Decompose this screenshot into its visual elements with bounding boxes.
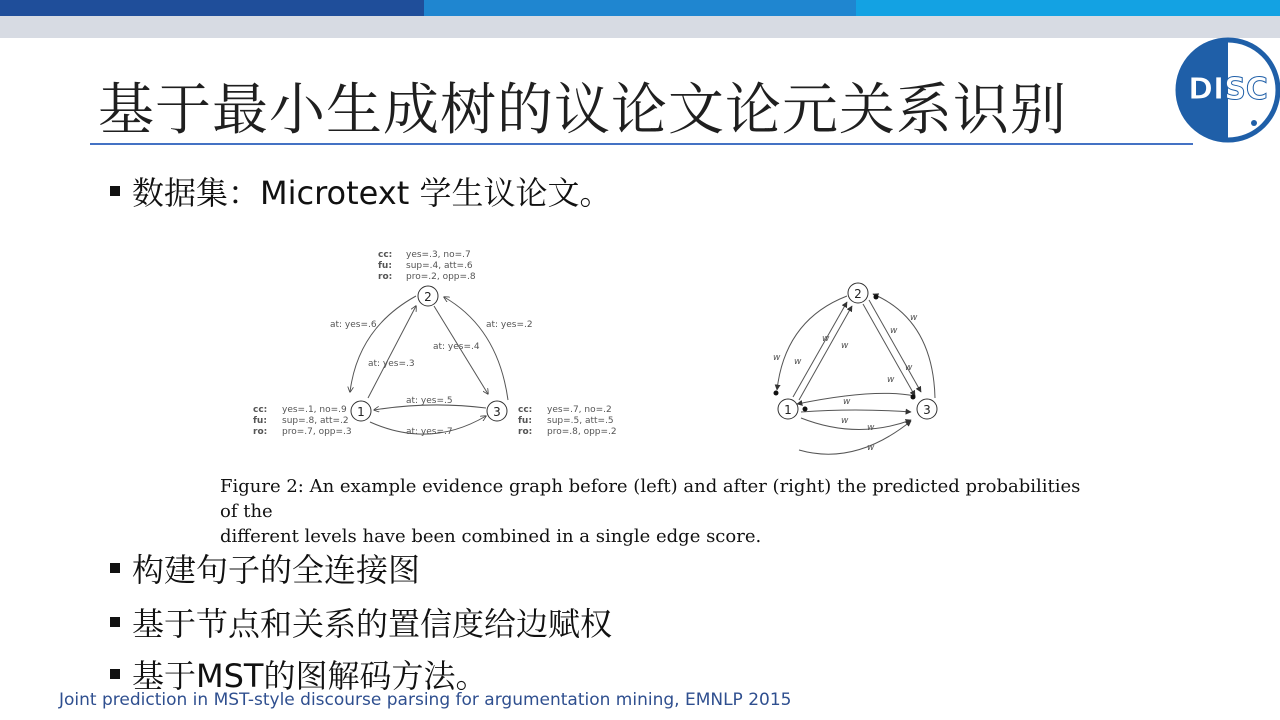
bullet-text: 构建句子的全连接图 [132,551,421,589]
node3-key: cc: [518,405,533,415]
node3-key: ro: [518,427,533,437]
node2-key: cc: [378,250,393,260]
weight-label: w [867,443,875,453]
node1-value: pro=.7, opp=.3 [282,427,352,437]
bullet-edge-weights [110,599,612,645]
bullet-text: 数据集：Microtext 学生议论文。 [132,174,612,212]
logo-text: DISC [1188,72,1268,107]
edge-label: at: yes=.2 [486,320,533,330]
weight-label: w [773,353,781,363]
node-label: 1 [357,405,365,419]
header-band-2 [424,0,856,16]
node1-key: fu: [253,416,267,426]
header-grey-band [0,16,1280,38]
disc-logo-icon [1174,36,1280,144]
bullet-full-graph [110,545,420,591]
node2-value: yes=.3, no=.7 [406,250,471,260]
bullet-text: 基于MST的图解码方法。 [132,657,488,695]
caption-line-2: different levels have been combined in a single edge score. [220,526,762,547]
bullet-square-icon [110,617,120,627]
header-band-1 [0,0,424,16]
caption-line-1: Figure 2: An example evidence graph before (left) and after (right) the predicted probabilities of the [220,476,1081,522]
weight-label: w [910,313,918,323]
node-label: 2 [854,287,862,301]
node-label: 2 [424,290,432,304]
bullet-text: 基于节点和关系的置信度给边赋权 [132,605,613,643]
node1-value: sup=.8, att=.2 [282,416,349,426]
weight-label: w [905,363,913,373]
edge-label: at: yes=.4 [433,342,480,352]
node1-key: ro: [253,427,268,437]
edge-2-to-1 [350,296,416,392]
node3-value: sup=.5, att=.5 [547,416,614,426]
bullet-square-icon [110,186,120,196]
node3-value: pro=.8, opp=.2 [547,427,617,437]
weight-label: w [794,357,802,367]
evidence-graph-before [250,244,630,444]
bullet-dataset [110,168,611,214]
evidence-graph-after [765,280,945,455]
node1-key: cc: [253,405,268,415]
title-underline [90,143,1193,145]
edge-label: at: yes=.5 [406,396,453,406]
node-label: 3 [493,405,501,419]
node1-value: yes=.1, no=.9 [282,405,347,415]
node-label: 3 [923,403,931,417]
weight-label: w [841,416,849,426]
citation-text: Joint prediction in MST-style discourse parsing for argumentation mining, EMNLP 2015 [59,690,792,710]
node2-value: pro=.2, opp=.8 [406,272,476,282]
figure-caption [220,474,1090,549]
weight-label: w [841,341,849,351]
edge-label: at: yes=.3 [368,359,415,369]
bullet-square-icon [110,563,120,573]
bullet-square-icon [110,669,120,679]
weight-label: w [843,397,851,407]
node3-key: fu: [518,416,532,426]
node2-key: ro: [378,272,393,282]
weight-label: w [822,334,830,344]
node2-value: sup=.4, att=.6 [406,261,473,271]
weight-label: w [890,326,898,336]
header-band-3 [856,0,1280,16]
edge-label: at: yes=.7 [406,427,453,437]
header-bar [0,0,1280,38]
weight-label: w [887,375,895,385]
node3-value: yes=.7, no=.2 [547,405,612,415]
slide-title: 基于最小生成树的议论文论元关系识别 [98,78,1067,143]
node-label: 1 [784,403,792,417]
edge-label: at: yes=.6 [330,320,377,330]
node2-key: fu: [378,261,392,271]
weight-label: w [867,423,875,433]
